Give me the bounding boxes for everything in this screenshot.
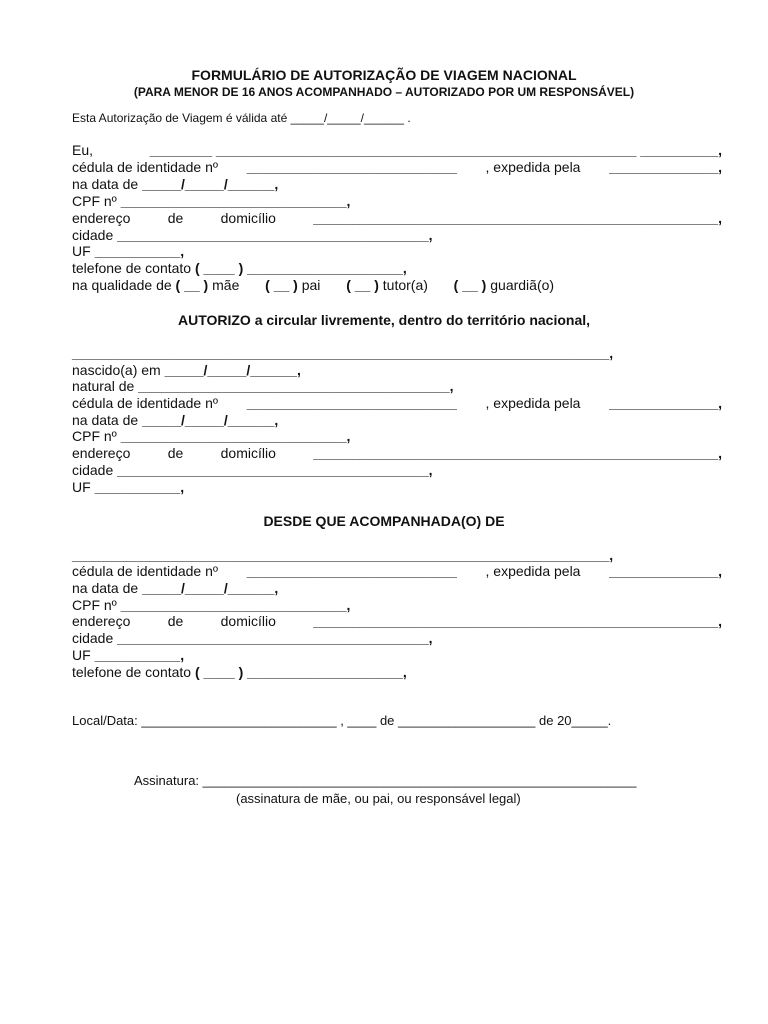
cedula-label-3: cédula de identidade nº	[72, 563, 219, 579]
nascido-blank: _____/_____/______,	[164, 362, 301, 378]
companion-name-blank: _____________________________________________________________________,	[72, 547, 614, 563]
endereco-line	[72, 210, 722, 227]
telefone-line	[72, 260, 722, 277]
option-tutor: tutor(a)	[382, 277, 428, 293]
eu-line	[72, 142, 722, 159]
option-pai: pai	[301, 277, 321, 293]
telefone-ddd-3: ( ____ )	[195, 664, 244, 680]
data-line	[72, 176, 722, 193]
cidade-blank-2: ________________________________________,	[117, 462, 433, 478]
cpf-line-3	[72, 597, 722, 614]
de-word-2: de	[167, 445, 184, 461]
natural-label: natural de	[72, 378, 135, 394]
telefone-line-3	[72, 664, 722, 681]
cpf-line	[72, 193, 722, 210]
data-blank-3: _____/_____/______,	[142, 580, 279, 596]
nascido-label: nascido(a) em	[72, 362, 161, 378]
validity-line: Esta Autorização de Viagem é válida até _____/_____/______ .	[72, 111, 411, 125]
cpf-label-3: CPF nº	[72, 597, 117, 613]
telefone-label: telefone de contato	[72, 260, 192, 276]
telefone-label-3: telefone de contato	[72, 664, 192, 680]
natural-line	[72, 378, 722, 395]
cidade-label-2: cidade	[72, 462, 114, 478]
qualidade-line	[72, 277, 722, 294]
cpf-label-2: CPF nº	[72, 428, 117, 444]
data-label-2: na data de	[72, 412, 139, 428]
endereco-line-2	[72, 445, 722, 462]
expedida-label-2: , expedida pela	[485, 395, 581, 411]
checkbox-mae: ( __ )	[175, 277, 209, 293]
signature-line: Assinatura: ____________________________________________________________	[134, 773, 637, 788]
endereco-blank-2: ____________________________________________________,	[313, 445, 722, 461]
cidade-line-2	[72, 462, 722, 479]
cpf-label: CPF nº	[72, 193, 117, 209]
uf-label: UF	[72, 243, 91, 259]
telefone-blank: ____________________,	[247, 260, 407, 276]
cidade-label: cidade	[72, 227, 114, 243]
checkbox-guardia: ( __ )	[453, 277, 487, 293]
cedula-line	[72, 159, 722, 176]
cpf-blank: _____________________________,	[120, 193, 351, 209]
expedida-label-3: , expedida pela	[485, 563, 581, 579]
cpf-blank-2: _____________________________,	[120, 428, 351, 444]
data-blank-2: _____/_____/______,	[142, 412, 279, 428]
domicilio-word-3: domicílio	[220, 613, 276, 629]
form-title: FORMULÁRIO DE AUTORIZAÇÃO DE VIAGEM NACIONAL	[191, 67, 577, 83]
data-line-3	[72, 580, 722, 597]
checkbox-pai: ( __ )	[265, 277, 298, 293]
cedula-label: cédula de identidade nº	[72, 159, 219, 175]
cidade-blank: ________________________________________,	[117, 227, 433, 243]
autorizo-heading: AUTORIZO a circular livremente, dentro do território nacional,	[177, 312, 591, 328]
data-label-3: na data de	[72, 580, 139, 596]
cedula-line-3	[72, 563, 722, 580]
endereco-word: endereço	[72, 210, 131, 226]
form-subtitle: (PARA MENOR DE 16 ANOS ACOMPANHADO – AUTORIZADO POR UM RESPONSÁVEL)	[133, 85, 635, 99]
cidade-line-3	[72, 630, 722, 647]
nascido-line	[72, 362, 722, 379]
uf-line-3	[72, 647, 722, 664]
uf-blank: ___________,	[94, 243, 185, 259]
eu-label: Eu,	[72, 142, 94, 158]
option-mae: mãe	[212, 277, 240, 293]
uf-line	[72, 243, 722, 260]
desde-heading: DESDE QUE ACOMPANHADA(O) DE	[263, 513, 505, 529]
cidade-line	[72, 227, 722, 244]
minor-name-blank: _____________________________________________________________________,	[72, 345, 614, 361]
endereco-blank-3: ____________________________________________________,	[313, 613, 722, 629]
data-blank: _____/_____/______,	[142, 176, 279, 192]
endereco-word-2: endereço	[72, 445, 131, 461]
cedula-blank: ___________________________	[246, 159, 457, 175]
cedula-line-2	[72, 395, 722, 412]
option-guardia: guardiã(o)	[490, 277, 555, 293]
cidade-blank-3: ________________________________________,	[117, 630, 433, 646]
natural-blank: ________________________________________,	[138, 378, 454, 394]
expedida-blank-3: ______________,	[609, 563, 722, 579]
qualidade-label: na qualidade de	[72, 277, 172, 293]
checkbox-tutor: ( __ )	[346, 277, 379, 293]
telefone-blank-3: ____________________,	[247, 664, 407, 680]
uf-label-3: UF	[72, 647, 91, 663]
expedida-blank-2: ______________,	[609, 395, 722, 411]
eu-name-blank: ________ ______________________________________________________ __________,	[149, 142, 722, 158]
telefone-ddd: ( ____ )	[195, 260, 244, 276]
uf-label-2: UF	[72, 479, 91, 495]
cpf-blank-3: _____________________________,	[120, 597, 351, 613]
signature-note: (assinatura de mãe, ou pai, ou responsável legal)	[236, 791, 521, 806]
domicilio-word: domicílio	[220, 210, 276, 226]
cedula-blank-2: ___________________________	[246, 395, 457, 411]
cedula-blank-3: ___________________________	[246, 563, 457, 579]
endereco-word-3: endereço	[72, 613, 131, 629]
domicilio-word-2: domicílio	[220, 445, 276, 461]
cidade-label-3: cidade	[72, 630, 114, 646]
cedula-label-2: cédula de identidade nº	[72, 395, 219, 411]
expedida-label: , expedida pela	[485, 159, 581, 175]
cpf-line-2	[72, 428, 722, 445]
expedida-blank: ______________,	[609, 159, 722, 175]
endereco-line-3	[72, 613, 722, 630]
endereco-blank: ____________________________________________________,	[313, 210, 722, 226]
data-line-2	[72, 412, 722, 429]
uf-line-2	[72, 479, 722, 496]
local-data-line: Local/Data: ___________________________ , ____ de ___________________ de 20_____.	[72, 713, 612, 728]
uf-blank-2: ___________,	[94, 479, 185, 495]
de-word: de	[167, 210, 184, 226]
uf-blank-3: ___________,	[94, 647, 185, 663]
de-word-3: de	[167, 613, 184, 629]
data-label: na data de	[72, 176, 139, 192]
